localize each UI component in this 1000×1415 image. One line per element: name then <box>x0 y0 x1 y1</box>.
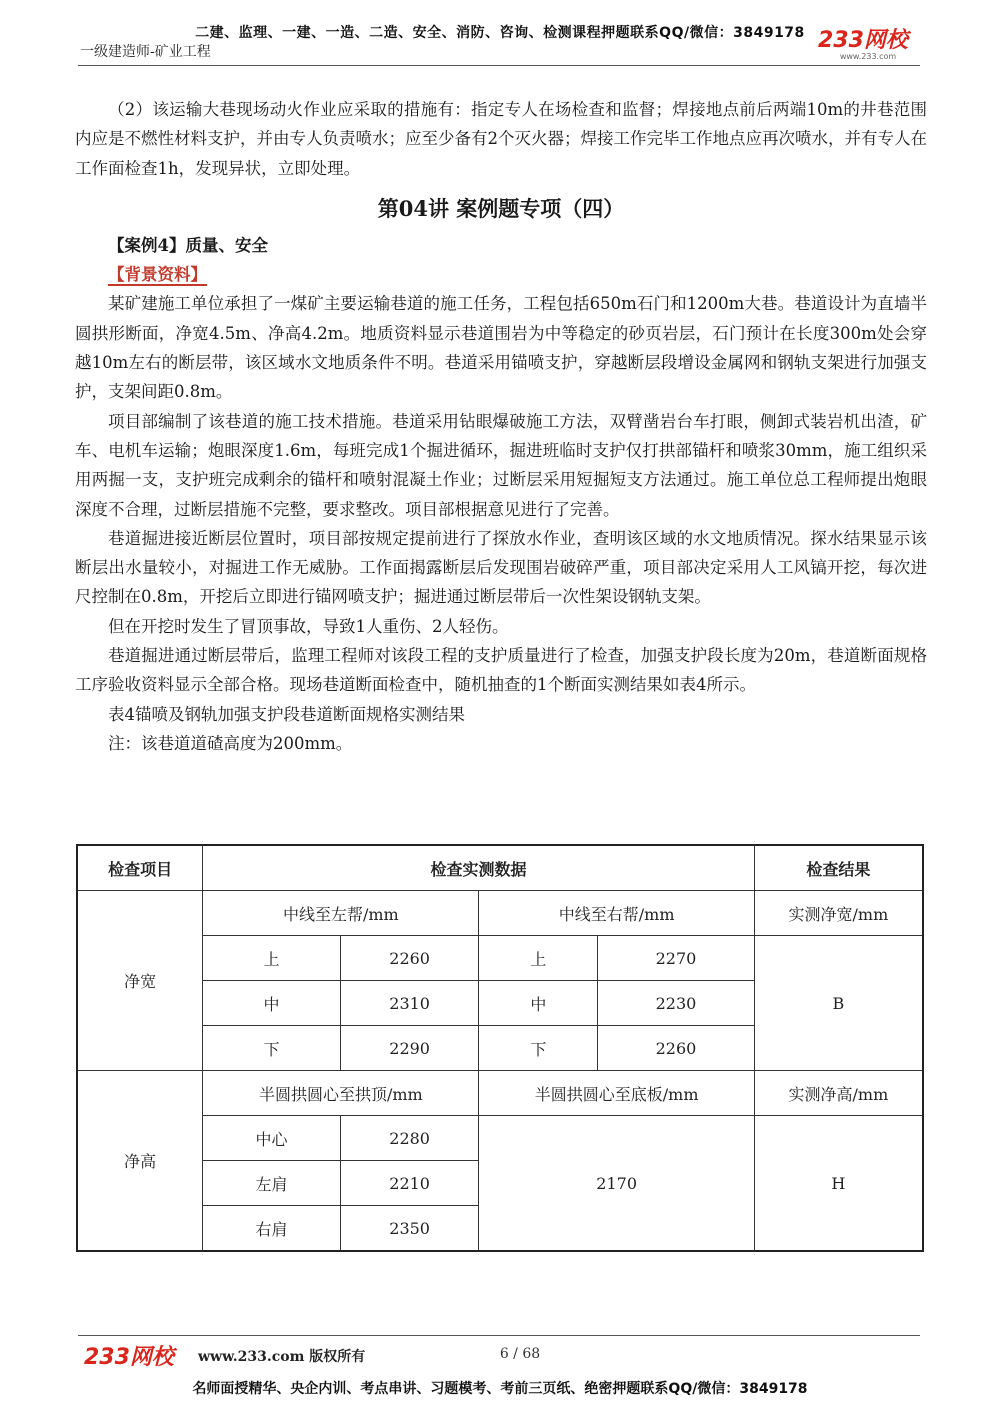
table-cell: 中 <box>203 981 341 1026</box>
table-header-row <box>77 845 923 891</box>
arch-bottom-header: 半圆拱圆心至底板/mm <box>479 1071 754 1116</box>
height-label: 净高 <box>77 1071 203 1252</box>
intro-paragraph: （2）该运输大巷现场动火作业应采取的措施有：指定专人在场检查和监督；焊接地点前后两端10m的井巷范围内应是不燃性材料支护，并由专人负责喷水；应至少备有2个灭火器；焊接工作完毕工作地点应再次喷水，并有专人在工作面检查1h，发现异状，立即处理。 <box>75 100 927 178</box>
table-caption: 表4锚喷及钢轨加强支护段巷道断面规格实测结果 <box>108 704 465 724</box>
table-cell: 下 <box>203 1026 341 1071</box>
table-cell: 右肩 <box>203 1206 341 1252</box>
width-result-header: 实测净宽/mm <box>754 891 923 936</box>
table-cell: 2310 <box>340 981 479 1026</box>
arch-top-header: 半圆拱圆心至拱顶/mm <box>203 1071 479 1116</box>
table-cell: 左肩 <box>203 1161 341 1206</box>
height-result-header: 实测净高/mm <box>754 1071 923 1116</box>
paragraph: 巷道掘进接近断层位置时，项目部按规定提前进行了探放水作业，查明该区域的水文地质情况。探水结果显示该断层出水量较小，对掘进工作无威胁。工作面揭露断层后发现围岩破碎严重，项目部决定采用人工风镐开挖，每次进尺控制在0.8m，开挖后立即进行锚网喷支护；掘进通过断层带后一次性架设钢轨支架。 <box>75 528 927 607</box>
background-label-text: 【背景资料】 <box>108 265 207 285</box>
table-cell: 2260 <box>340 936 479 981</box>
bottom-contact-banner: 名师面授精华、央企内训、考点串讲、习题模考、考前三页纸、绝密押题联系QQ/微信：3849178 <box>192 1381 808 1397</box>
table-note: 注：该巷道道碴高度为200mm。 <box>108 733 353 753</box>
header-result: 检查结果 <box>754 845 923 891</box>
header-divider <box>78 65 920 66</box>
right-wall-header: 中线至右帮/mm <box>479 891 754 936</box>
paragraph: 巷道掘进通过断层带后，监理工程师对该段工程的支护质量进行了检查，加强支护段长度为20m，巷道断面规格工序验收资料显示全部合格。现场巷道断面检查中，随机抽查的1个断面实测结果如表4所示。 <box>75 646 927 695</box>
table-cell: 2280 <box>340 1116 479 1161</box>
background-label <box>75 260 927 289</box>
table-row <box>77 1116 923 1161</box>
table-cell: 上 <box>203 936 341 981</box>
table-cell: 下 <box>479 1026 598 1071</box>
case-title: 【案例4】质量、安全 <box>108 235 268 255</box>
paragraph: 但在开挖时发生了冒顶事故，导致1人重伤、2人轻伤。 <box>108 616 509 636</box>
table-cell: 2210 <box>340 1161 479 1206</box>
paragraph: 某矿建施工单位承担了一煤矿主要运输巷道的施工任务，工程包括650m石门和1200m大巷。巷道设计为直墙半圆拱形断面，净宽4.5m、净高4.2m。地质资料显示巷道围岩为中等稳定的砂页岩层，石门预计在长度300m处会穿越10m左右的断层带，该区域水文地质条件不明。巷道采用锚喷支护，穿越断层段增设金属网和钢轨支架进行加强支护，支架间距0.8m。 <box>75 294 927 402</box>
footer-copyright: www.233.com 版权所有 <box>198 1349 366 1365</box>
document-body <box>75 95 927 758</box>
table-row <box>77 1071 923 1116</box>
header-item: 检查项目 <box>77 845 203 891</box>
table-cell: 2270 <box>598 936 755 981</box>
logo-brand: 233网校 <box>818 28 908 53</box>
header-data: 检查实测数据 <box>203 845 755 891</box>
table-row <box>77 891 923 936</box>
width-result: B <box>754 936 923 1071</box>
table-cell: 2260 <box>598 1026 755 1071</box>
footer-logo: 233网校 <box>84 1345 174 1370</box>
lecture-title: 第04讲 案例题专项（四） <box>377 195 625 221</box>
height-result: H <box>754 1116 923 1252</box>
arch-bottom-value: 2170 <box>479 1116 754 1252</box>
header-logo <box>818 30 918 66</box>
left-wall-header: 中线至左帮/mm <box>203 891 479 936</box>
table-cell: 上 <box>479 936 598 981</box>
top-contact-banner: 二建、监理、一建、一造、二造、安全、消防、咨询、检测课程押题联系QQ/微信：3849178 <box>195 25 805 41</box>
inspection-table <box>76 844 924 1252</box>
page-number: 6 / 68 <box>499 1346 541 1362</box>
table-cell: 中 <box>479 981 598 1026</box>
table-cell: 2350 <box>340 1206 479 1252</box>
width-label: 净宽 <box>77 891 203 1071</box>
paragraph: 项目部编制了该巷道的施工技术措施。巷道采用钻眼爆破施工方法，双臂凿岩台车打眼，侧卸式装岩机出渣，矿车、电机车运输；炮眼深度1.6m，每班完成1个掘进循环，掘进班临时支护仅打拱部锚杆和喷浆30mm，施工组织采用两掘一支，支护班完成剩余的锚杆和喷射混凝土作业；过断层采用短掘短支方法通过。施工单位总工程师提出炮眼深度不合理，过断层措施不完整，要求整改。项目部根据意见进行了完善。 <box>75 411 927 519</box>
subject-title: 一级建造师-矿业工程 <box>80 44 211 60</box>
logo-url: www.233.com <box>839 52 897 61</box>
table-cell: 中心 <box>203 1116 341 1161</box>
table-cell: 2290 <box>340 1026 479 1071</box>
table-row <box>77 936 923 981</box>
table-cell: 2230 <box>598 981 755 1026</box>
footer-divider <box>78 1335 920 1336</box>
